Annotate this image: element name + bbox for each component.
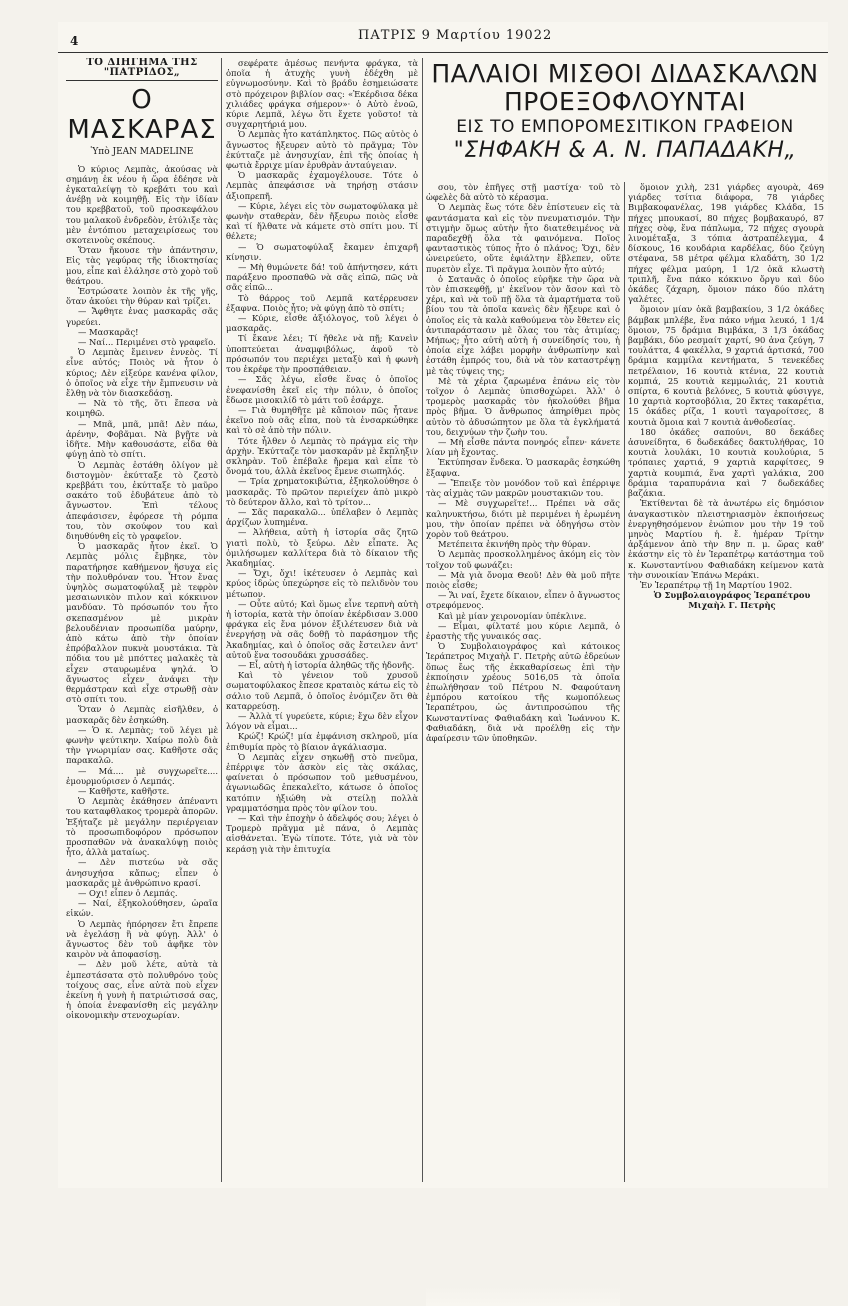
- story-column-2: [226, 58, 418, 1182]
- story-text-col1: [66, 164, 218, 1021]
- paragraph: 180 ὀκάδες σαπούνι, 80 δεκάδες ἀσυνείδητα, 6 δωδεκάδες δακτυλήθρας, 10 κουτιὰ λουλάκι, 10 κουτιὰ κουλούρια, 5 τρόπαιες χαρτιά, 9 χαρτιὰ καρφίτσες, 9 χαρτιὰ κουμπιά, ἕνα χαρτὶ γαλάκια, 200 δράμια ταραπυράνια καὶ 7 δωδεκάδες βαζάκια.: [628, 426, 824, 499]
- paragraph: Τὸ θάρρος τοῦ Λεμπᾶ κατέρρευσεν ἐξαφνα. Ποιὸς ἦτο; νὰ φύγῃ ἀπὸ τὸ σπίτι;: [226, 292, 418, 313]
- paragraph: — Νὰ τὸ τῆς, ὅτι ἔπεσα νὰ κοιμηθῶ.: [66, 398, 218, 419]
- paragraph: — Εἶμαι, φίλτατέ μου κύριε Λεμπᾶ, ὁ ἐραστὴς τῆς γυναικός σας.: [426, 620, 620, 641]
- story-section-label: ΤΟ ΔΙΗΓΗΜΑ ΤΗΣ "ΠΑΤΡΙΔΟΣ„: [66, 58, 218, 81]
- paragraph: — Ἀλλὰ τί γυρεύετε, κύριε; ἔχω δὲν εἶχον λόγον νὰ εἶμαι...: [226, 711, 418, 732]
- paragraph: — Ἔπειξε τὸν μονόδον τοῦ καὶ ἐπέρριψε τὰς αἰχμὰς τῶν μακρῶν μουστακιῶν του.: [426, 477, 620, 499]
- paragraph: Ὁ κύριος Λεμπὰς, ἀκούσας νὰ σημάνῃ ἐκ νέου ἡ ὥρα ἐδέησε νὰ ἐγκαταλείψῃ τὸ κρεβάτι του καὶ ἀνέβῃ νὰ κοιμηθῇ. Εἰς τὴν ἰδίαν του κρεββατοῦ, τοῦ προσκεφάλου του μαλακοῦ ἐνδρεδὸν, ἐτύλιξε τὰς μὲν ἐντόπιου μεταχειρίσεως του σκοτεινοὺς σκέπους.: [66, 163, 218, 246]
- ad-headline-line-1: ΠΑΛΑΙΟΙ ΜΙΣΘΟΙ ΔΙΔΑΣΚΑΛΩΝ: [431, 59, 819, 88]
- paragraph: Ὁ Λεμπὰς ἔως τότε δὲν ἐπίστευεν εἰς τὰ φαντάσματα καὶ εἰς τὸν πνευματισμόν. Τὴν στιγμὴν ὅμως αὐτὴν ἦτο διατεθειμένος νὰ παραδεχθῇ ὅλα τὰ φαινόμενα. Ποῖος φανταστικὸς τύπος ἦτο ὁ πλάνος; Ὄχι, δὲν ὠνειρεύετο, οὔτε ἐφιάλτην ἔβλεπεν, οὔτε πυρετὸν εἶχε. Τὶ πρᾶγμα λοιπὸν ἦτο αὐτό;: [426, 202, 620, 274]
- paragraph: — Οὗτε αὐτό; Καὶ ὅμως εἶνε τερπνὴ αὐτὴ ἡ ἱστορία, κατὰ τὴν ὁποίαν ἐκέρδισαν 3.000 φράγκα εἰς ἕνα μόνον ἐξιλέτευσεν διὰ νὰ ἐνεργήσῃ νὰ σᾶς δοθῇ τὸ παράσημον τῆς Ἀκαδημίας, καὶ ὁ ὁποῖος σᾶς ἔστειλεν ἀντ' αὐτοῦ ἕνα τοσουδάκι χρυσσάδες.: [226, 598, 418, 660]
- paragraph: Τότε ἦλθεν ὁ Λεμπὰς τὸ πράγμα εἰς τὴν ἀρχὴν. Ἐκύτταζε τὸν μασκαρᾶν μὲ ἔκπληξιν σκληρὰν. Τοῦ ἐπέβαλε ἤρεμα καὶ εἶπε τὸ ὄνομά του, ἀλλὰ ἐκεῖνος ἔμενε σιωπηλός.: [226, 435, 418, 477]
- paragraph: Μὲ τὰ χέρια ζαρωμένα ἐπάνω εἰς τὸν τοῖχον ὁ Λεμπὰς ὑπισθοχώρει. Ἀλλ' ὁ τρομερὸς μασκαρᾶς τὸν ἠκολούθει βῆμα πρὸς βῆμα. Ὁ ἄνθρωπος ἀπηρίθμει πρὸς αὐτὸν τὸ ἀδυσώπητον με ὅλα τὰ ἐγκλήματά του, δειχνύων τὴν ζωὴν του.: [426, 375, 620, 437]
- paragraph: — Μὲ συγχωρεῖτε!... Πρέπει νὰ σᾶς καληνυκτήσω, διότι μὲ περιμένει ἡ ἐρωμένη μου, τὴν ὁποίαν πρέπει νὰ ὁδηγήσω στὸν χορὸν τοῦ θεάτρου.: [426, 498, 620, 539]
- paragraph: Ὁ Λεμπὰς προσκολλημένος ἀκόμη εἰς τὸν τοῖχον τοῦ φωνάζει:: [426, 549, 620, 570]
- paragraph: — Ἀλήθεια, αὐτὴ ἡ ἱστορία σᾶς ζητῶ γιατὶ πολὺ, τὸ ξεύρω. Δὲν εἶπατε. Ἀς ὁμιλήσωμεν καλλίτερα διὰ τὸ δίκαιον τῆς Ἀκαδημίας.: [226, 527, 418, 568]
- page-dateline: ΠΑΤΡΙΣ 9 Μαρτίου 19022: [358, 28, 553, 43]
- paragraph: — Ναί... Περιμένει στὸ γραφεῖο.: [78, 337, 216, 348]
- column-rule: [221, 58, 222, 1182]
- paragraph: ὅμοιον μίαν ὀκᾶ βαμβακίου, 3 1/2 ὀκάδες βάμβακ μπλέβε, ἕνα πάκο νήμα λευκό, 1 1/4 ὅμοιον, 75 δράμια Βιμβάκα, 3 1/3 ὀκάδας βαμβάκι, δύο ρεσμαίτ χαρτί, 90 ἀνα ζεύγη, 7 τουλάττα, 4 φακέλλα, 9 χαρτιά ἀρτισκά, 700 δράμια καμμίλα κεντήματα, 5 τενεκέδες πετρέλαιον, 16 κουτιὰ κτένια, 22 κουτιὰ κομπιά, 25 κουτιὰ κεμμωλιάς, 21 κουτιὰ σπίρτα, 6 κουτιὰ βελόνες, 5 κουτιὰ φύσιγγε, 10 χαρτιὰ κορτσοβόλια, 20 ἕκτες τακαρέτια, 15 ὀκάδες ρίζα, 1 κουτὶ ταγαροίτσες, 8 κουτιὰ ὅμοια καὶ 7 κουτιὰ ἀνθοδεσίας.: [628, 304, 824, 427]
- paragraph: — Μὰ γιὰ ὄνομα Θεοῦ! Δὲν θὰ μοῦ πῆτε ποιὸς εἶσθε;: [426, 569, 620, 590]
- ad-headline-line-2: ΠΡΟΕΞΟΦΛΟΥΝΤΑΙ: [504, 87, 746, 116]
- paragraph: — Μὴ εἶσθε πάντα πονηρός εἶπεν· κάνετε λίαν μὴ ἔχοντας.: [426, 437, 620, 458]
- paragraph: Κρώζ! Κρώζ! μία ἐμφάνιση σκληροῦ, μία ἐπιθυμία πρὸς τὸ βίαιον ἀγκάλιασμα.: [226, 731, 418, 752]
- ad-headline-line-4: "ΣΗΦΑΚΗ & Α. Ν. ΠΑΠΑΔΑΚΗ„: [453, 138, 797, 163]
- paragraph: — Σᾶς λέγω, εἶσθε ἕνας ὁ ὁποῖος ἐνεφανίσθη ἐκεῖ εἰς τὴν πόλιν, ὁ ὁποῖος ἔδωσε μισοκιλίδ τὸ μάτι τοῦ ἐσάρχε.: [226, 374, 418, 405]
- paragraph: — Κύριε, εἶσθε ἀξιόλογος, τοῦ λέγει ὁ μασκαρᾶς.: [226, 313, 418, 334]
- paragraph: — Εἶ, αὐτὴ ἡ ἱστορία ἀληθῶς τῆς ἡδονῆς.: [238, 659, 415, 670]
- story-column-1: [66, 58, 218, 1182]
- paragraph: Ὁ Λεμπὰς ἐκάθησεν ἀπέναντι του καταφθλακος τρομερὰ ἀπορῶν. Ἐξήταζε μὲ μεγάλην περιέργειαν τὸ προσωπιδοφόρον πρόσωπον προσπαθῶν νὰ ἀνακαλύψῃ ποιὸς ἦτο, ἀλλὰ ματαίως.: [66, 796, 218, 858]
- story-author: Ὑπὸ JEAN MADELINE: [90, 147, 194, 158]
- notice-text-col4: [628, 182, 824, 590]
- paragraph: — Κύριε, λέγει εἰς τὸν σωματοφύλακα μὲ φωνὴν σταθερὰν, δὲν ἤξευρω ποιὸς εἶσθε καὶ τί ἤλθατε νὰ κάμετε στὸ σπίτι μου. Τί θέλετε;: [226, 200, 418, 242]
- paragraph: — Καὶ τὴν ἐποχὴν ὁ ἀδελφός σου; λέγει ὁ Τρομερὸ πρᾶγμα μὲ πάνα, ὁ Λεμπὰς αἰσθάνεται. Ἐγὼ τίποτε. Τότε, γιὰ νὰ τὸν κεράσῃ γιὰ τὴν ἐπιτυχία: [226, 813, 418, 854]
- paragraph: — Μπᾶ, μπᾶ, μπᾶ! Δὲν πάω, ἀρένην, Φοβᾶμαι. Νὰ βγῇτε νὰ ἰδῆτε. Μὴν καθουσάστε, εἶδα θὰ φύγῃ ἀπὸ τὸ σπίτι.: [66, 418, 218, 460]
- paragraph: — Μά.... μὲ συγχωρεῖτε.... ἐμουρμούρισεν ὁ Λεμπάς.: [66, 765, 218, 786]
- paragraph: — Μασκαρᾶς!: [78, 326, 139, 337]
- story-title: Ο ΜΑΣΚΑΡΑΣ: [67, 85, 217, 146]
- paragraph: Ὁ Λεμπὰς εἶχεν σηκωθῇ στὸ πνεῦμα, ἐπέρριψε τὸν ἀσκὸν εἰς τὰς σκάλας, φαίνεται ὁ πρόσωπον τοῦ μεθυσμένου, ἀγωνιωδῶς ἐπεκαλεῖτο, κάτωσε ὁ ὁποῖος κατόπιν ἠξιώθη νὰ στείλῃ πολλὰ γραμματόσημα πρὸς τὸν φίλον του.: [226, 751, 418, 813]
- paragraph: ὅμοιον χιλὴ, 231 γιάρδες αγουρὰ, 469 γιάρδες τσίτια διάφορα, 78 γιάρδες Βιμβακοφανέλας, 198 γιάρδες Κλάδα, 15 πήχες μπουκασί, 80 πήχες βομβακαυρό, 87 πήχες σὸφ, ἕνα πάπλωμα, 72 πήχες σγουρὰ λινομέταξα, 3 τόπια ἀστραπέλεγμα, 4 δίσκους, 16 κουδάρια καρδέλας, δύο ζεύγη στέφανα, 58 μέτρα φέλμα κλαδάτη, 30 1/2 πήχες φέλμα μαύρη, 1 1/2 ὀκᾶ κλωστὴ τριπλῆ, ἕνα πάκο κόκκινο ὄργυ καὶ δύο ὀκάδες ζάχαρη, ὅμοιον πάκο δύο πλάτη γαλέτες.: [628, 182, 824, 305]
- paragraph: — Ναί, ἐξηκολούθησεν, ὡραῖα εἰκών.: [66, 898, 218, 919]
- page-number: 4: [70, 34, 79, 48]
- paragraph: Ὁ Λεμπὰς ἔμεινεν ἐννεὸς. Τί εἶνε αὐτός; Ποιὸς νὰ ἦτον ὁ κύριος; Δὲν εἰξεύρε κανένα φίλον, ὁ ὁποῖος νὰ εἶχε τὴν ἔμπνευσιν νὰ ἔλθῃ νὰ τὸν διασκεδάσῃ.: [66, 347, 218, 399]
- advertisement-headline: [426, 60, 824, 178]
- column-rule: [624, 182, 625, 1182]
- paragraph: — Δὲν μοῦ λέτε, αὐτὰ τὰ ἐμπεστάσατα στὸ πολυθρόνο τοὺς τοίχους σας, εἶνε αὐτὰ ποὺ εἶχεν ἐκείνη ἡ γυνὴ ἡ πατριώτισσά σας, ἡ ὁποία ἐνεφανίσθη εἰς μεγάλην οἰκονομικὴν στενοχωρίαν.: [66, 959, 218, 1021]
- paragraph: Ὁ μασκαρᾶς ἐχαμογέλουσε. Τότε ὁ Λεμπὰς ἀπεφάσισε νὰ τηρήσῃ στάσιν ἀξιοπρεπῆ.: [226, 170, 418, 201]
- paragraph: — Τρία χρηματοκιβώτια, ἐξηκολούθησε ὁ μασκαρᾶς. Τὸ πρῶτον περιείχεν ἀπὸ μικρὸ τὸ δεύτερον ἄλλο, καὶ τὸ τρίτον...: [226, 476, 418, 507]
- paragraph: — Δὲν πιστεύω νὰ σᾶς ἀνησυχήσα κἄπως; εἶπεν ὁ μασκαρᾶς μὲ ἀνθρώπινο κρασί.: [66, 857, 218, 888]
- paragraph: Ὁ Λεμπὰς ἐστάθη ὀλίγον μὲ διστογμὸν· ἐκύτταξε τὸ ζεστὸ κρεββάτι του, ἐκύτταξε τὸ μαῦρο σακάτο τοῦ ἐδυβάτευε ἀπὸ τὸ ἄγνωστον. Ἐπὶ τέλους ἀπεφάσισεν, ἐφόρεσε τὴ ρόμπα του, τὸν σκούφον του καὶ διηυθύνθη εἰς τὸ γραφεῖον.: [66, 459, 218, 541]
- paragraph: — Οχι! εἶπεν ὁ Λεμπάς.: [78, 888, 178, 899]
- paragraph: Ἐστρώσατε λοιπὸν ἐκ τῆς γῆς, ὅταν ἀκούει τὴν θύραν καὶ τρίζει.: [66, 286, 218, 307]
- paragraph: ὁ Σατανᾶς ὁ ὁποῖος εὑρῆκε τὴν ὥρα νὰ τὸν ἐπισκεφθῇ, μ' ἐκεῖνον τὸν ἄσον καὶ τὸ χέρι, καὶ νὰ τοῦ πῇ ὅλα τὰ ἁμαρτήματα τοῦ βίου του τὰ ὁποῖα κανεὶς δὲν ἤξευρε καὶ ὁ ὁποῖος εἰς τὰ καλὰ καθούμενα τὸν ἔθετεν εἰς ἀντιπαράστασιν μὲ ὅλας του τὰς ἀτιμίας; Μήπως; ἦτο αὐτὴ αὐτὴ ἡ συνείδησίς του, ἡ ὁποία εἶχε λάβει μορφὴν ἀνθρωπίνην καὶ ἐστάθη ἐμπρός του, διὰ νὰ τὸν καταστρέψῃ μὲ τὰς τύψεις της;: [426, 273, 620, 376]
- paragraph: — Ἄι ναί, ἔχετε δίκαιον, εἶπεν ὁ ἄγνωστος στρεφόμενος.: [426, 590, 620, 611]
- paragraph: Ὁ Λεμπὰς ἦτο κατάπληκτος. Πῶς αὐτὸς ὁ ἄγνωστος ἤξευρεν αὐτὸ τὸ πρᾶγμα; Τὸν ἐκύτταζε μὲ ἀνησυχίαν, ἐπὶ τῆς ὁποίας ἡ φωτιὰ ἔρριχε μίαν ἐρυθρὰν ἀνταύγειαν.: [226, 129, 418, 171]
- paragraph: Μετέπειτα ἐκινήθη πρὸς τὴν θύραν.: [438, 539, 591, 550]
- story-text-col2: [226, 58, 418, 854]
- notice-column-3: [426, 182, 620, 1306]
- paragraph: — Ὄχι, ὄχι! ἱκέτευσεν ὁ Λεμπὰς καὶ κρύος ἱδρὼς ὑπεχώρησε εἰς τὸ πελιδνὸν του μέτωπον.: [226, 568, 418, 599]
- paragraph: σεφέρατε ἀμέσως πενήντα φράγκα, τὰ ὁποῖα ἡ ἀτυχὴς γυνὴ ἐδέχθη μὲ εὐγνωμοσύνην. Καὶ τὸ βράδυ ἐσημειώσατε στὸ πρόχειρον βιβλίον σας: «Ἐκέρδισα δέκα χιλιάδες φράγκα σήμερον»· ὁ Αὐτὸ ἐνοῶ, κύριε Λεμπᾶ, λέγω ὅτι ἔχετε γοῦστο! τὰ συγχαρητήριά μου.: [226, 58, 418, 130]
- paragraph: Ὁ μασκαρᾶς ἦτον ἐκεῖ. Ὁ Λεμπὰς μόλις ἔμβηκε, τὸν παρατήρησε καθήμενον ἥσυχα εἰς τὴν πολυθρόναν του. Ἦτον ἔνας ὑψηλὸς σωματοφύλαξ μὲ τεφρὸν μεσαιωνικὸν πιλον καὶ κόκκινον μανδύαν. Τὸ πρόσωπόν του ἦτο σκεπασμένον μὲ μικρὰν βελουδένιαν προσωπίδα μαύρην, ἀπὸ κάτω ἀπὸ τὴν ὁποίαν ἐπρόβαλλον πυκνὰ μουστάκια. Τὰ πόδια του μὲ μπόττες μαλακὲς τὰ εἶχεν σταυρωμένα ψηλά. Ὁ ἄγνωστος εἶχεν ἀνάψει τὴν θερμάστραν καὶ εἶχε στρωθῇ σὰν στὸ σπίτι του.: [66, 541, 218, 705]
- paragraph: — Μὴ θυμώνετε δά! τοῦ ἀπήντησεν, κάτι παράξενο προσπαθῶ νὰ σᾶς εἰπῶ, πῶς νὰ σᾶς εἰπῶ...: [226, 262, 418, 293]
- paragraph: Ὁ Λεμπὰς ἠπόρησεν ἔτι ἔπρεπε νὰ ἐγελάσῃ ἢ νὰ φύγῃ. Ἀλλ' ὁ ἄγνωστος δὲν τοῦ ἀφῆκε τὸν καιρὸν νὰ ἀποφασίσῃ.: [66, 918, 218, 960]
- paragraph: — Ὁ κ. Λεμπὰς; τοῦ λέγει μὲ φωνὴν ψεύτικην. Χαίρω πολὺ διὰ τὴν γνωριμίαν σας. Καθῆστε σᾶς παρακαλῶ.: [66, 724, 218, 766]
- paragraph: Ἐκτίθενται δὲ τὰ ἀνωτέρω εἰς δημόσιον ἀναγκαστικὸν πλειστηριασμὸν ἐκποιήσεως ἐνεργηθησόμενον ἐνώπιον μου τὴν 19 τοῦ μηνὸς Μαρτίου ἡ. ἔ. ἡμέραν Τρίτην ἀρξάμενον ἀπὸ τὴν 8ην π. μ. ὥρας καθ' ἑκάστην εἰς τὸ ἐν Ἱεραπέτρῳ κατάστημα τοῦ κ. Κωνσταντίνου Φαθιαδάκη κείμενον κατὰ τὴν συνοικίαν Ἐπάνω Μεράκι.: [628, 498, 824, 580]
- column-rule: [422, 58, 423, 1182]
- paragraph: — Καθῆστε, καθῆστε.: [78, 786, 170, 796]
- paragraph: Ἐν Ἱεραπέτρῳ τῇ 1η Μαρτίου 1902.: [640, 579, 793, 590]
- paragraph: Ὁ Συμβολαιογράφος καὶ κάτοικος Ἱεράπετρος Μιχαὴλ Γ. Πετρὴς αὐτῶ ἐδρεύων ὅπως ἔως τῆς ἐκκαθαρίσεως ἐπὶ τὴν ἐκποίησιν χρέους 5016,05 τὰ ὁποῖα ἐπωλήθησαν τοῦ Πέτρου Ν. Φαφούτανη ἐμπόρου κατοίκου τῆς κωμοπόλεως Ἱεραπέτρου, ὡς ἀντιπροσώπου τῆς Κωνσταντίνας Φαθιαδάκη καὶ Ἰωάννου Κ. Φαθιαδάκη, διὰ νὰ προέλθῃ εἰς τὴν ἀφαίρεσιν τῶν ὑποθηκῶν.: [426, 641, 620, 743]
- newspaper-page: [58, 22, 828, 1188]
- paragraph: — Ὁ σωματοφύλαξ ἔκαμεν ἐπιχαρῆ κίνησιν.: [226, 241, 418, 262]
- notary-title: Ὁ Συμβολαιογράφος Ἱεραπέτρου: [653, 590, 811, 601]
- paragraph: Καὶ μὲ μίαν χειρονομίαν ὑπέκλινε.: [438, 610, 587, 621]
- paragraph: — Ἄφθητε ἐνας μασκαρᾶς σᾶς γυρεύει.: [66, 306, 218, 327]
- page-header: [58, 22, 828, 53]
- notice-column-4: [628, 182, 824, 1306]
- paragraph: Ἐκτύπησαν ἕνδεκα. Ὁ μασκαρᾶς ἐσηκώθη ἔξαφνα.: [426, 457, 620, 478]
- paragraph: — Σᾶς παρακαλῶ... ὑπέλαβεν ὁ Λεμπὰς ἀρχίζων λυπημένα.: [226, 506, 418, 528]
- paragraph: — Γιὰ θυμηθῆτε μὲ κἄποιον πῶς ἦτανε ἐκεῖνο ποὺ σᾶς εἶπα, ποὺ τὰ ἐνσαρκώθηκε καὶ τὸ σὲ ἀπὸ τὴν πόλιν.: [226, 404, 418, 436]
- notice-text-col3: [426, 182, 620, 743]
- paragraph: Ὅταν ἤκουσε τὴν ἀπάντησιν, Εἰς τὰς γεφύρας τῆς ἰδιοκτησίας μου, εἶπε καὶ ἐλάλησε στὸ χορὸ τοῦ θεάτρου.: [66, 245, 218, 286]
- paragraph: σου, τὸν ἐπῆγες στῇ μαστίχα· τοῦ τὸ ὠφελὲς δὰ αὐτὸ τὸ κέρασμα.: [426, 182, 620, 203]
- paragraph: Ὅταν ὁ Λεμπὰς εἰσῆλθεν, ὁ μασκαρᾶς δὲν ἐσηκώθη.: [66, 704, 218, 725]
- paragraph: Καὶ τὸ γένειον τοῦ χρυσοῦ σωματοφύλακος ἔπεσε κραταιὸς κάτω εἰς τὸ σάλιο τοῦ Λεμπᾶ, ὁ ὁποῖος ἐνόμιζεν ὅτι θὰ καταρρεύσῃ.: [226, 670, 418, 711]
- ad-headline-line-3: ΕΙΣ ΤΟ ΕΜΠΟΡΟΜΕΣΙΤΙΚΟΝ ΓΡΑΦΕΙΟΝ: [456, 117, 794, 137]
- paragraph: Τί ἔκανε λέει; Τί ἤθελε νὰ πῇ; Κανεὶν ὑποπτεύεται ἀναμφιβόλως, ἀφοῦ τὸ πρόσωπόν του περιέχει μεταξὺ καὶ ἡ φωνὴ του ἐκρέφε τὴν προσπάθειαν.: [226, 333, 418, 375]
- notary-signature: Μιχαὴλ Γ. Πετρὴς: [688, 600, 776, 611]
